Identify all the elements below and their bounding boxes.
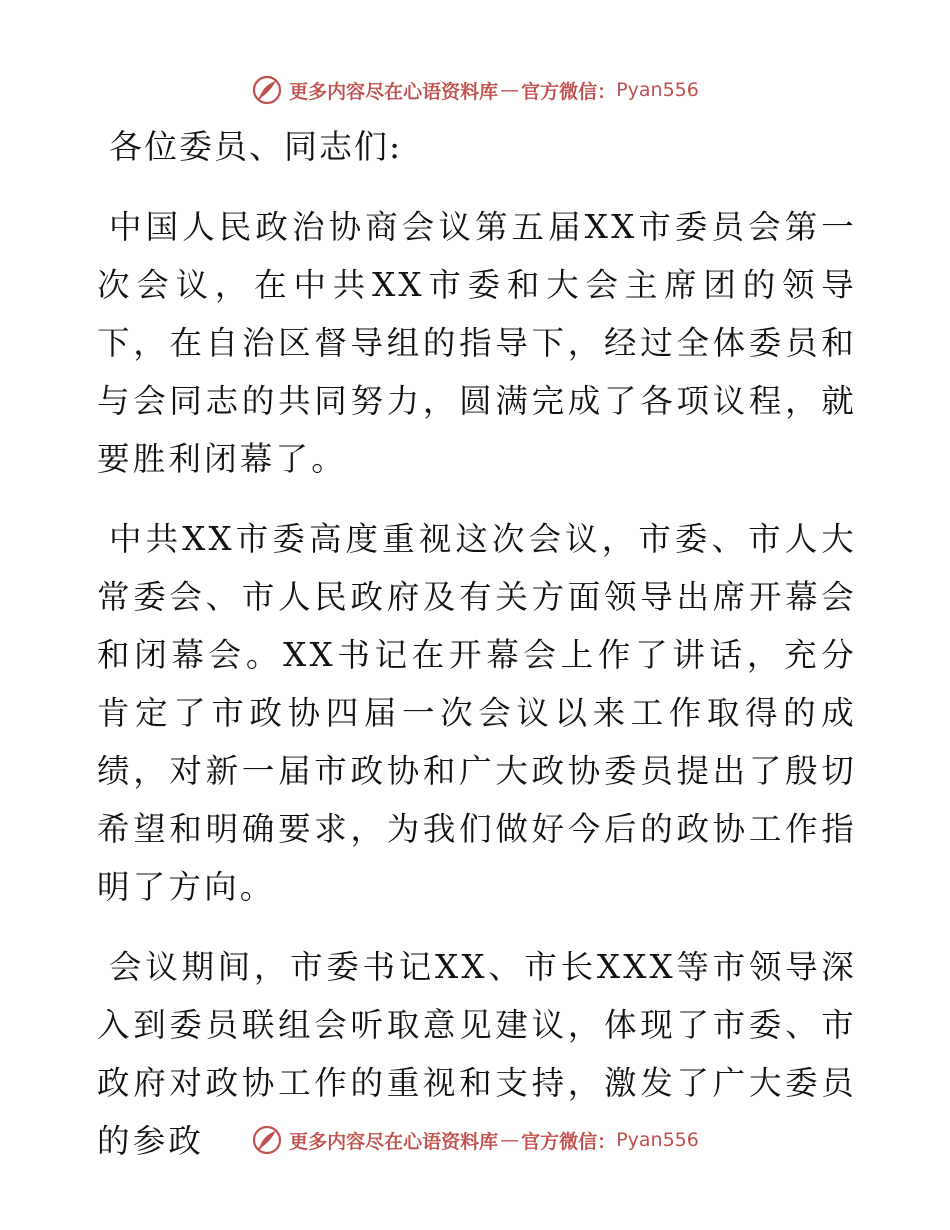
watermark-account: Pyan556 [616,79,699,101]
watermark-dash: — [500,1129,520,1151]
watermark-brand: 更多内容尽在心语资料库 [289,80,499,103]
watermark-label: 官方微信： [521,1130,617,1153]
greeting: 各位委员、同志们: [109,127,403,166]
watermark-account: Pyan556 [616,1129,699,1151]
header-watermark [0,70,950,110]
footer-watermark [0,1120,950,1160]
watermark-dash: — [500,79,520,101]
quill-logo-icon [251,74,283,106]
document-body [97,118,857,1192]
paragraph-3: 会议期间，市委书记XX、市长XXX等市领导深入到委员联组会听取意见建议，体现了市委、市政府对政协工作的重视和支持，激发了广大委员的参政 [97,948,857,1160]
paragraph-1: 中国人民政治协商会议第五届XX市委员会第一次会议，在中共XX市委和大会主席团的领导下，在自治区督导组的指导下，经过全体委员和与会同志的共同努力，圆满完成了各项议程，就要胜利闭幕了。 [97,208,857,478]
watermark-brand: 更多内容尽在心语资料库 [289,1130,499,1153]
watermark-label: 官方微信： [521,80,617,103]
quill-logo-icon [251,1124,283,1156]
paragraph-2: 中共XX市委高度重视这次会议，市委、市人大常委会、市人民政府及有关方面领导出席开幕会和闭幕会。XX书记在开幕会上作了讲话，充分肯定了市政协四届一次会议以来工作取得的成绩，对新一届市政协和广大政协委员提出了殷切希望和明确要求，为我们做好今后的政协工作指明了方向。 [97,520,857,906]
